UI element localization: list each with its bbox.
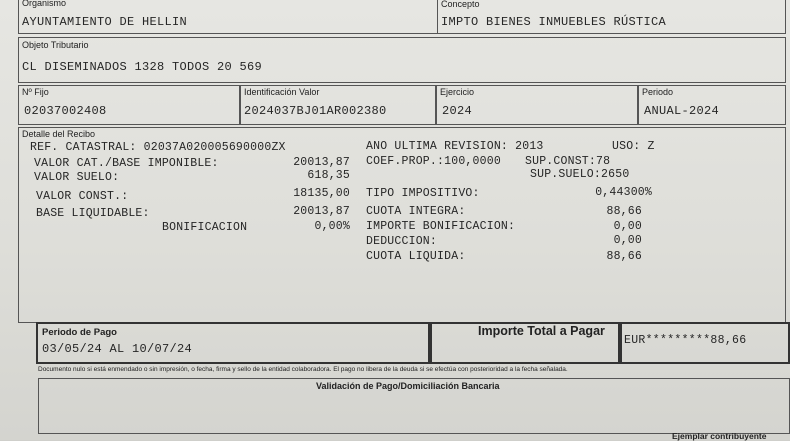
valor-cat-label: VALOR CAT./BASE IMPONIBLE: bbox=[34, 157, 219, 170]
tipo-impositivo-value: 0,44300% bbox=[595, 186, 652, 199]
valor-cat-value: 20013,87 bbox=[293, 156, 350, 169]
concepto-value: IMPTO BIENES INMUEBLES RÚSTICA bbox=[441, 15, 667, 29]
importe-total-label: Importe Total a Pagar bbox=[478, 324, 605, 338]
fijo-label: Nº Fijo bbox=[22, 87, 49, 97]
identificacion-label: Identificación Valor bbox=[244, 87, 320, 97]
ejemplar-label: Ejemplar contribuyente bbox=[672, 431, 767, 441]
ano-revision: ANO ULTIMA REVISION: 2013 bbox=[366, 140, 544, 153]
ref-catastral: REF. CATASTRAL: 02037A020005690000ZX bbox=[30, 141, 286, 154]
identificacion-value: 2024037BJ01AR002380 bbox=[244, 104, 387, 118]
importe-bonificacion-label: IMPORTE BONIFICACION: bbox=[366, 220, 516, 233]
organismo-label: Organismo bbox=[22, 0, 67, 8]
ejercicio-value: 2024 bbox=[442, 104, 473, 118]
cuota-liquida-label: CUOTA LIQUIDA: bbox=[366, 250, 466, 263]
cuota-liquida-value: 88,66 bbox=[606, 250, 642, 263]
base-liquidable-value: 20013,87 bbox=[293, 205, 350, 218]
bonificacion-value: 0,00% bbox=[314, 220, 350, 233]
sup-const: SUP.CONST:78 bbox=[525, 155, 611, 168]
nota-legal: Documento nulo si está enmendado o sin impresión, o fecha, firma y sello de la entidad colaboradora. El pago no libera de la deuda si se efectúa con posterioridad a la fecha señalada. bbox=[38, 366, 568, 373]
valor-const-value: 18135,00 bbox=[293, 187, 350, 200]
importe-total-value: EUR*********88,66 bbox=[624, 334, 747, 347]
objeto-value: CL DISEMINADOS 1328 TODOS 20 569 bbox=[22, 60, 263, 74]
periodo-pago-label: Periodo de Pago bbox=[42, 327, 117, 338]
bonificacion-label: BONIFICACION bbox=[162, 221, 248, 234]
importe-bonificacion-value: 0,00 bbox=[613, 220, 642, 233]
concepto-label: Concepto bbox=[441, 0, 480, 9]
sup-suelo: SUP.SUELO:2650 bbox=[530, 168, 630, 181]
periodo-pago-value: 03/05/24 AL 10/07/24 bbox=[42, 342, 193, 356]
tipo-impositivo-label: TIPO IMPOSITIVO: bbox=[366, 187, 480, 200]
fijo-value: 02037002408 bbox=[24, 104, 107, 118]
organismo-value: AYUNTAMIENTO DE HELLIN bbox=[22, 15, 188, 29]
deduccion-label: DEDUCCION: bbox=[366, 235, 438, 248]
periodo-value: ANUAL-2024 bbox=[644, 104, 720, 118]
cuota-integra-label: CUOTA INTEGRA: bbox=[366, 205, 466, 218]
validacion-label: Validación de Pago/Domiciliación Bancaria bbox=[316, 381, 500, 391]
coef-prop: COEF.PROP.:100,0000 bbox=[366, 155, 501, 168]
deduccion-value: 0,00 bbox=[613, 234, 642, 247]
periodo-label: Periodo bbox=[642, 87, 674, 97]
uso: USO: Z bbox=[612, 140, 655, 153]
cuota-integra-value: 88,66 bbox=[606, 205, 642, 218]
base-liquidable-label: BASE LIQUIDABLE: bbox=[36, 207, 150, 220]
valor-suelo-value: 618,35 bbox=[307, 169, 350, 182]
detalle-label: Detalle del Recibo bbox=[22, 129, 96, 139]
objeto-label: Objeto Tributario bbox=[22, 40, 89, 50]
valor-const-label: VALOR CONST.: bbox=[36, 190, 129, 203]
valor-suelo-label: VALOR SUELO: bbox=[34, 171, 120, 184]
ejercicio-label: Ejercicio bbox=[440, 87, 475, 97]
